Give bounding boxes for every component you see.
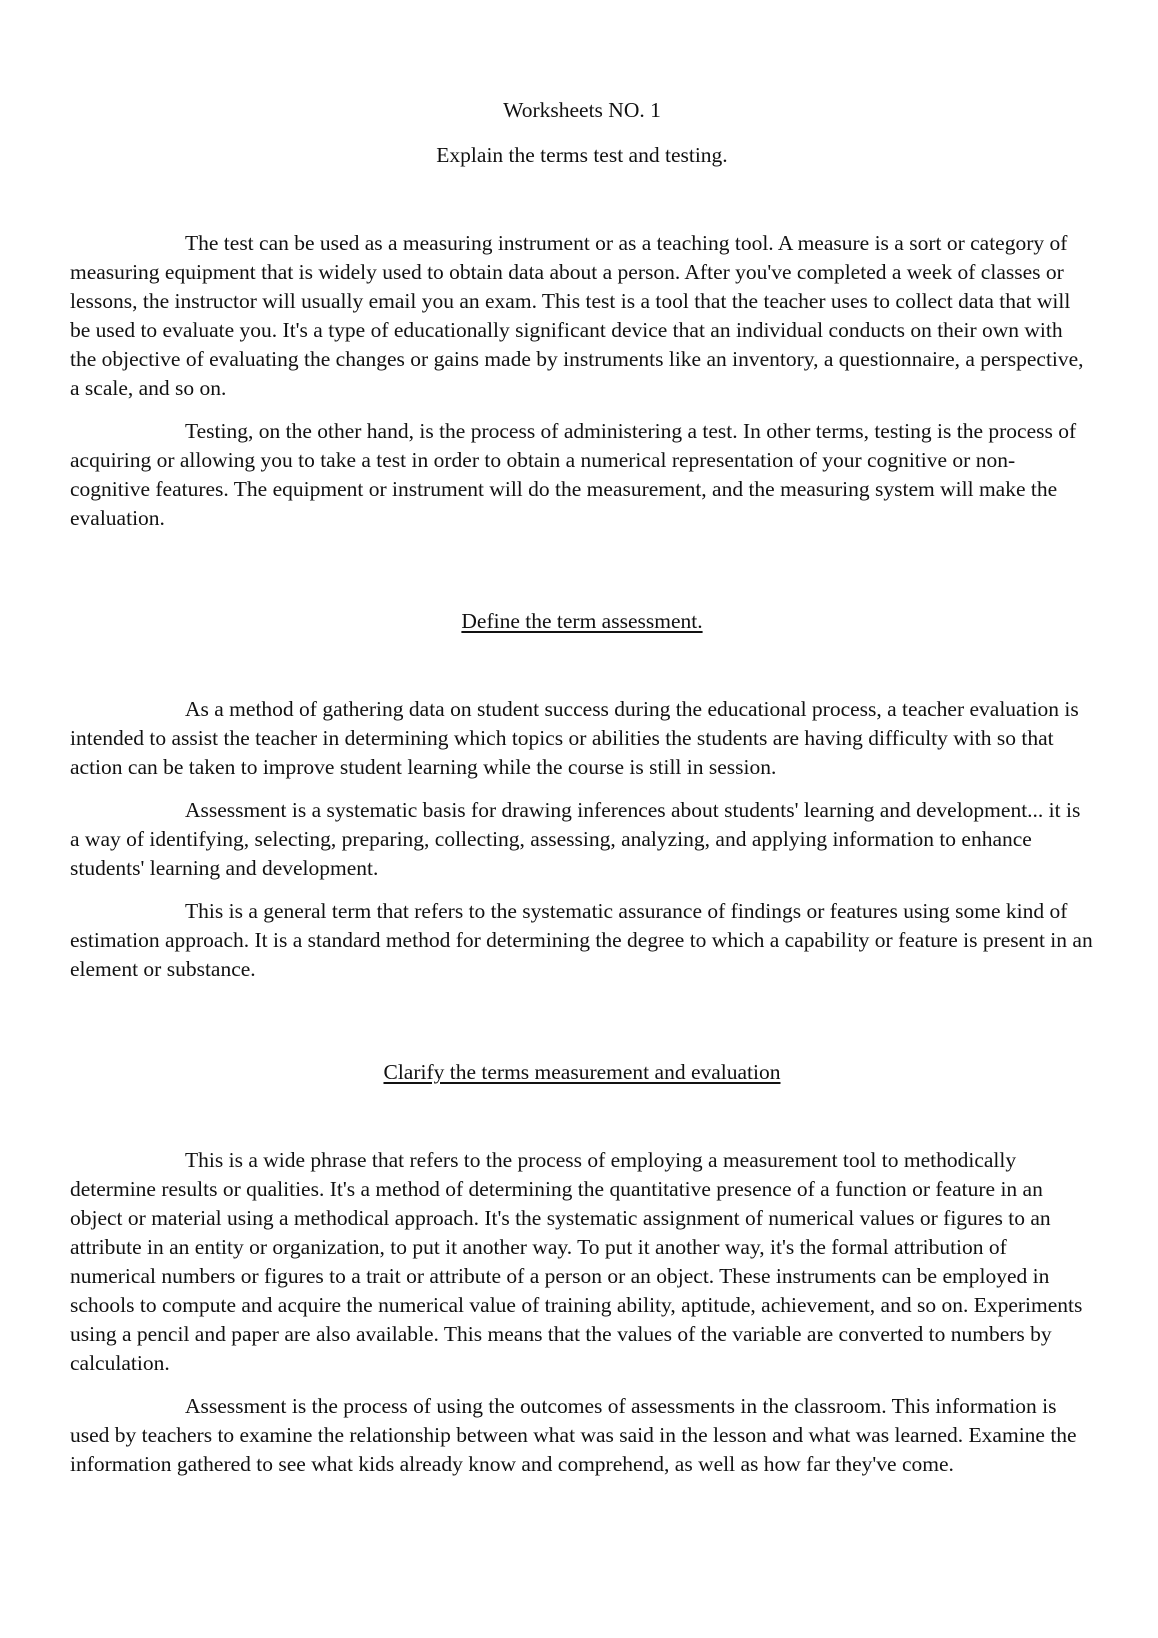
paragraph: This is a wide phrase that refers to the process of employing a measurement tool to methodically determine results or qualities. It's a method of determining the quantitative presence of a function or feature in an object or material using a methodical approach. It's the systematic assignment of numerical values or figures to an attribute in an entity or organization, to put it another way. To put it another way, it's the formal attribution of numerical numbers or figures to a trait or attribute of a person or an object. These instruments can be employed in schools to compute and acquire the numerical value of training ability, aptitude, achievement, and so on. Experiments using a pencil and paper are also available. This means that the values of the variable are converted to numbers by calculation. xyxy=(70,1148,1083,1375)
paragraph: This is a general term that refers to the systematic assurance of findings or features using some kind of estimation approach. It is a standard method for determining the degree to which a capability or feature is present in an element or substance. xyxy=(70,899,1093,981)
document-page xyxy=(70,96,1094,1493)
spacer xyxy=(70,635,1094,695)
spacer xyxy=(70,169,1094,229)
paragraph: Assessment is the process of using the outcomes of assessments in the classroom. This information is used by teachers to examine the relationship between what was said in the lesson and what was learned. Examine the information gathered to see what kids already know and comprehend, as well as how far they've come. xyxy=(70,1394,1077,1476)
section-heading-assessment: Define the term assessment. xyxy=(461,609,703,633)
spacer xyxy=(70,547,1094,607)
worksheet-title: Worksheets NO. 1 xyxy=(503,98,661,122)
paragraph: Testing, on the other hand, is the process of administering a test. In other terms, testing is the process of acquiring or allowing you to take a test in order to obtain a numerical representation of your cognitive or non-cognitive features. The equipment or instrument will do the measurement, and the measuring system will make the evaluation. xyxy=(70,419,1077,530)
paragraph: The test can be used as a measuring instrument or as a teaching tool. A measure is a sort or category of measuring equipment that is widely used to obtain data about a person. After you've completed a week of classes or lessons, the instructor will usually email you an exam. This test is a tool that the teacher uses to collect data that will be used to evaluate you. It's a type of educationally significant device that an individual conducts on their own with the objective of evaluating the changes or gains made by instruments like an inventory, a questionnaire, a perspective, a scale, and so on. xyxy=(70,231,1084,400)
spacer xyxy=(70,998,1094,1058)
paragraph: Assessment is a systematic basis for drawing inferences about students' learning and development... it is a way of identifying, selecting, preparing, collecting, assessing, analyzing, and applying information to enhance students' learning and development. xyxy=(70,798,1081,880)
spacer xyxy=(70,1086,1094,1146)
section-heading-measurement-evaluation: Clarify the terms measurement and evaluation xyxy=(383,1060,781,1084)
paragraph: As a method of gathering data on student success during the educational process, a teacher evaluation is intended to assist the teacher in determining which topics or abilities the students are having difficulty with so that action can be taken to improve student learning while the course is still in session. xyxy=(70,697,1079,779)
section-heading-test-testing: Explain the terms test and testing. xyxy=(436,143,728,167)
